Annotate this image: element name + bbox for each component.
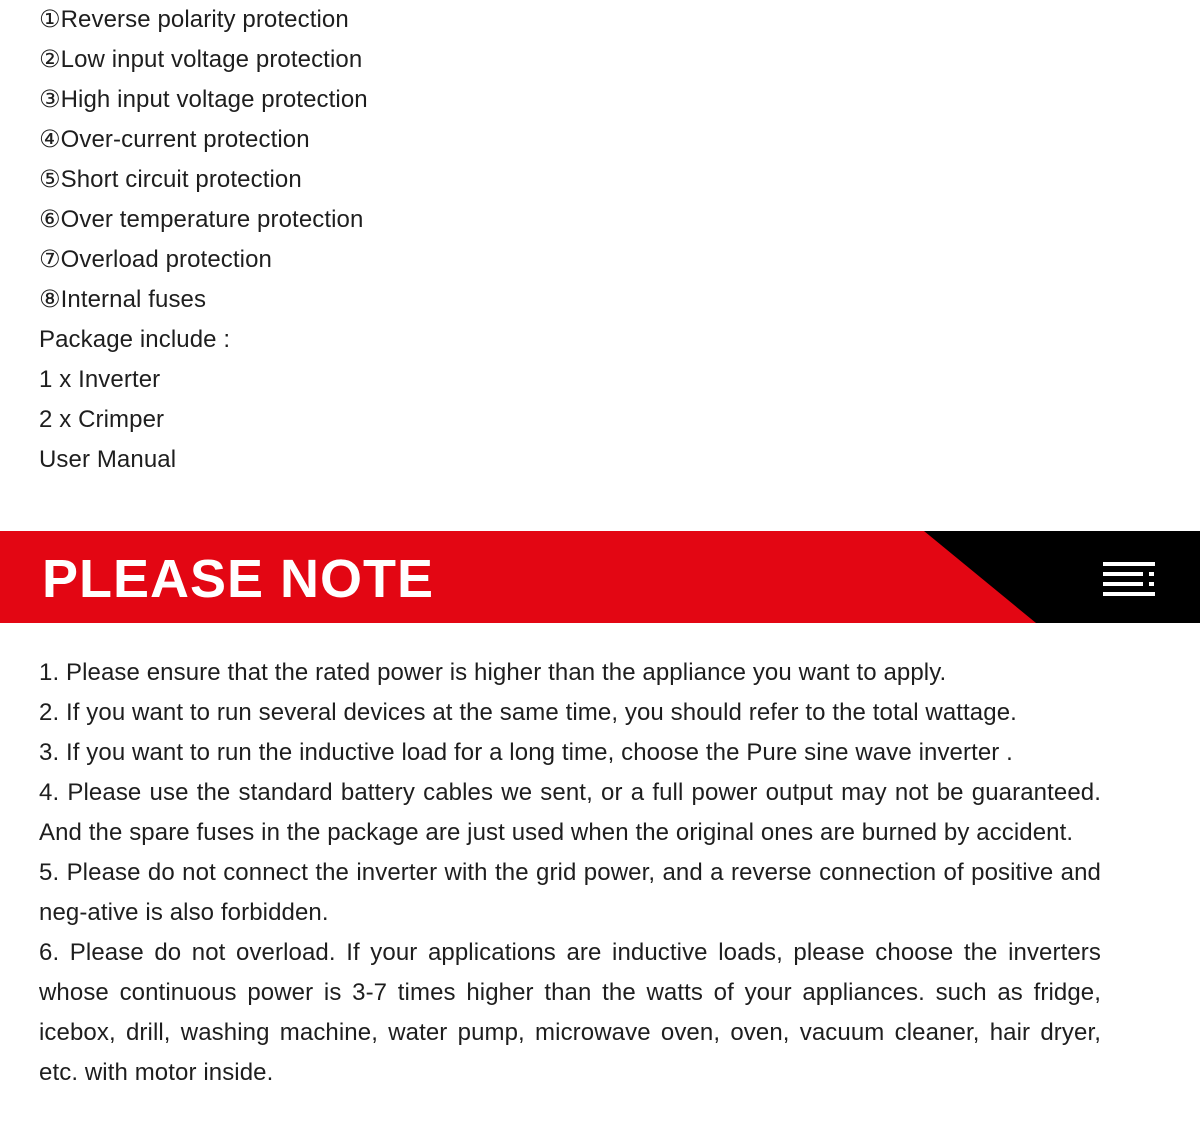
notes-list <box>39 653 1101 1093</box>
package-item: 2 x Crimper <box>39 406 165 433</box>
protection-item: ②Low input voltage protection <box>39 46 363 73</box>
note-item: 4. Please use the standard battery cables we sent, or a full power output may not be guaranteed. And the spare fuses in the package are just used when the original ones are burned by accident. <box>39 779 1101 846</box>
package-item: 1 x Inverter <box>39 366 161 393</box>
protection-item: ⑦Overload protection <box>39 246 272 273</box>
package-list <box>39 320 230 480</box>
menu-lines-icon <box>1103 562 1155 596</box>
protection-item: ⑧Internal fuses <box>39 286 207 313</box>
please-note-banner <box>0 531 1200 623</box>
protection-list <box>39 0 368 320</box>
package-item: User Manual <box>39 446 177 473</box>
protection-item: ①Reverse polarity protection <box>39 6 349 33</box>
note-item: 6. Please do not overload. If your applications are inductive loads, please choose the inverters whose continuous power is 3-7 times higher than the watts of your appliances. such as fridge, icebox, drill, washing machine, water pump, microwave oven, oven, vacuum cleaner, hair dryer, etc. with motor inside. <box>39 939 1101 1086</box>
note-item: 5. Please do not connect the inverter with the grid power, and a reverse connection of positive and neg-ative is also forbidden. <box>39 859 1101 926</box>
note-item: 2. If you want to run several devices at the same time, you should refer to the total wattage. <box>39 699 1017 726</box>
note-item: 3. If you want to run the inductive load for a long time, choose the Pure sine wave inverter . <box>39 739 1013 766</box>
package-heading: Package include : <box>39 326 231 353</box>
banner-title: PLEASE NOTE <box>42 549 435 609</box>
protection-item: ③High input voltage protection <box>39 86 368 113</box>
protection-item: ⑥Over temperature protection <box>39 206 364 233</box>
note-item: 1. Please ensure that the rated power is higher than the appliance you want to apply. <box>39 659 947 686</box>
protection-item: ④Over-current protection <box>39 126 310 153</box>
protection-item: ⑤Short circuit protection <box>39 166 302 193</box>
